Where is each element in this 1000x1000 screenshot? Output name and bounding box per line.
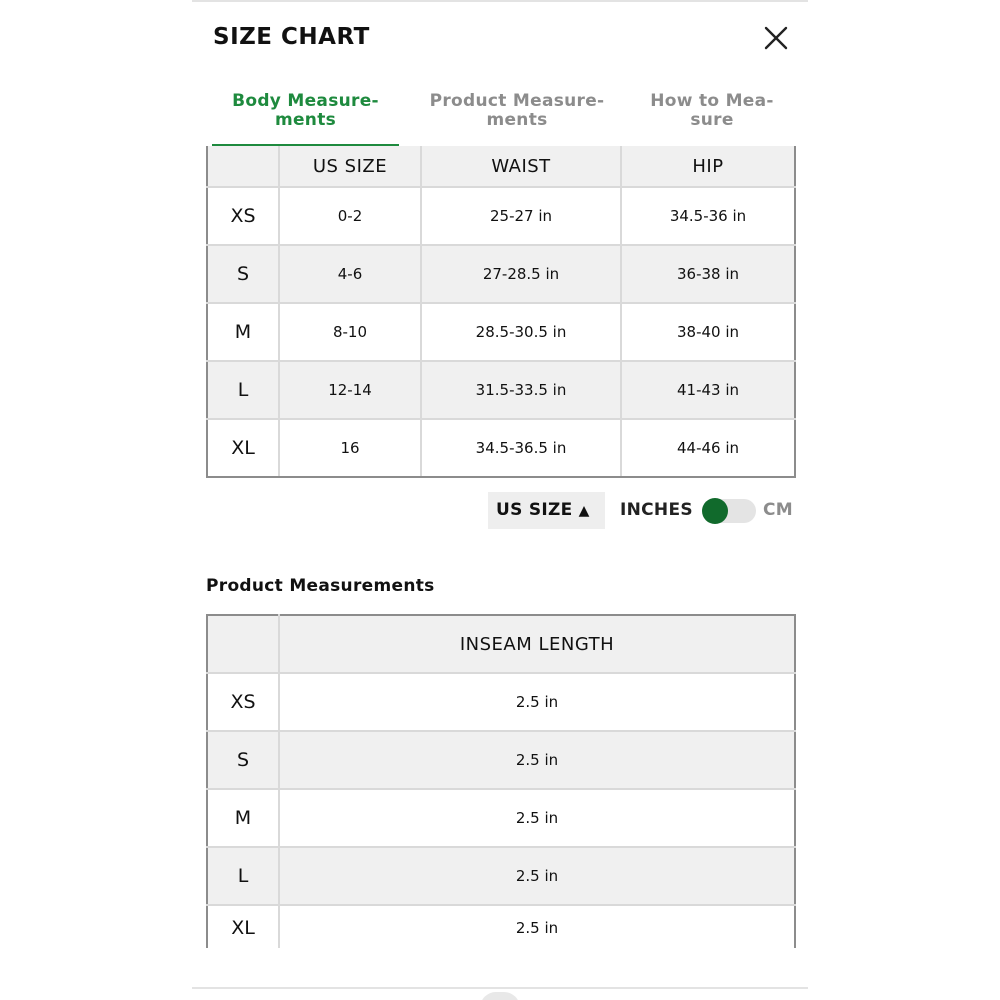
- hip-cell: 34.5-36 in: [621, 187, 795, 245]
- waist-cell: 31.5-33.5 in: [421, 361, 621, 419]
- unit-label-inches: INCHES: [620, 500, 693, 520]
- table-header-row: [207, 615, 795, 673]
- us-size-cell: 16: [279, 419, 421, 477]
- table-row: [207, 303, 795, 361]
- size-cell: L: [207, 361, 279, 419]
- close-icon: [760, 22, 792, 54]
- size-cell: XL: [207, 905, 279, 950]
- inseam-cell: 2.5 in: [279, 731, 795, 789]
- header-cell-hip: HIP: [621, 146, 795, 187]
- header-cell-blank: [207, 146, 279, 187]
- waist-cell: 25-27 in: [421, 187, 621, 245]
- hip-cell: 38-40 in: [621, 303, 795, 361]
- tab-label-line1: How to Mea-: [650, 91, 774, 111]
- tab-product-measurements[interactable]: [417, 88, 617, 144]
- waist-cell: 34.5-36.5 in: [421, 419, 621, 477]
- table-row: [207, 361, 795, 419]
- table-row: [207, 905, 795, 950]
- header-cell-blank: [207, 615, 279, 673]
- hip-cell: 44-46 in: [621, 419, 795, 477]
- waist-cell: 28.5-30.5 in: [421, 303, 621, 361]
- tab-how-to-measure[interactable]: [632, 88, 792, 144]
- inseam-cell: 2.5 in: [279, 905, 795, 950]
- tab-body-measurements[interactable]: [212, 88, 399, 144]
- hip-cell: 36-38 in: [621, 245, 795, 303]
- header-cell-inseam-length: INSEAM LENGTH: [279, 615, 795, 673]
- size-cell: M: [207, 303, 279, 361]
- table-row: [207, 789, 795, 847]
- size-cell: L: [207, 847, 279, 905]
- unit-label-cm: CM: [763, 500, 793, 520]
- table-row: [207, 847, 795, 905]
- body-measurements-table: [206, 146, 796, 478]
- table-row: [207, 245, 795, 303]
- inseam-cell: 2.5 in: [279, 673, 795, 731]
- table-row: [207, 187, 795, 245]
- tab-label-line1: Product Measure-: [429, 91, 605, 111]
- tab-label-line2: ments: [274, 110, 337, 130]
- top-divider: [192, 0, 808, 2]
- hip-cell: 41-43 in: [621, 361, 795, 419]
- page-title: SIZE CHART: [213, 24, 370, 50]
- size-cell: XS: [207, 187, 279, 245]
- tab-label-line2: ments: [486, 110, 548, 130]
- tab-label-line2: sure: [690, 110, 734, 130]
- sort-button-label: US SIZE: [496, 500, 573, 520]
- unit-toggle-switch[interactable]: [702, 498, 756, 524]
- inseam-cell: 2.5 in: [279, 789, 795, 847]
- triangle-up-icon: ▲: [578, 503, 590, 519]
- size-cell: S: [207, 731, 279, 789]
- table-header-row: [207, 146, 795, 187]
- size-cell: XL: [207, 419, 279, 477]
- product-measurements-heading: Product Measurements: [206, 576, 435, 596]
- us-size-cell: 4-6: [279, 245, 421, 303]
- close-button[interactable]: [760, 22, 792, 54]
- table-row: [207, 731, 795, 789]
- inseam-cell: 2.5 in: [279, 847, 795, 905]
- product-measurements-table: [206, 614, 796, 950]
- waist-cell: 27-28.5 in: [421, 245, 621, 303]
- table-row: [207, 673, 795, 731]
- us-size-cell: 8-10: [279, 303, 421, 361]
- header-cell-waist: WAIST: [421, 146, 621, 187]
- bottom-divider: [192, 987, 808, 989]
- size-cell: S: [207, 245, 279, 303]
- toggle-knob: [702, 498, 728, 524]
- tab-label-line1: Body Measure-: [232, 91, 379, 111]
- us-size-cell: 12-14: [279, 361, 421, 419]
- table-row: [207, 419, 795, 477]
- us-size-cell: 0-2: [279, 187, 421, 245]
- sort-by-us-size-button[interactable]: [488, 492, 605, 529]
- header-cell-us-size: US SIZE: [279, 146, 421, 187]
- tab-bar: [212, 88, 794, 148]
- size-cell: XS: [207, 673, 279, 731]
- size-cell: M: [207, 789, 279, 847]
